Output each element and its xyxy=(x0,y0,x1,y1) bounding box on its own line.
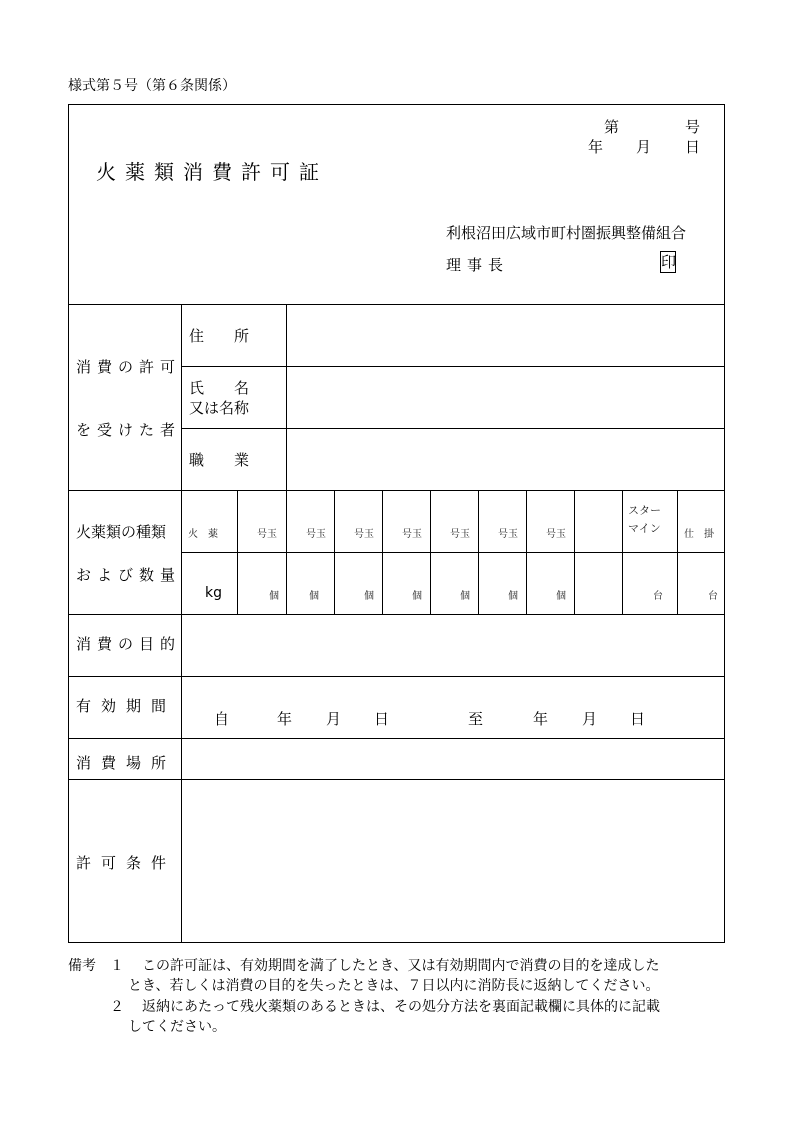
row-divider xyxy=(181,428,725,429)
period-to-day: 日 xyxy=(630,710,646,728)
explosive-unit-pieces: 個 xyxy=(412,591,422,602)
permit-number-dai: 第 xyxy=(604,118,620,136)
explosive-type-set-piece: 仕 掛 xyxy=(684,529,714,540)
explosive-type-starmine: スター マイン xyxy=(628,504,661,535)
document-title: 火薬類消費許可証 xyxy=(96,160,328,184)
sublabel-column-divider xyxy=(286,304,287,490)
explosive-unit-pieces: 個 xyxy=(309,591,319,602)
period-from-day: 日 xyxy=(374,710,390,728)
note-2-line1: 返納にあたって残火薬類のあるときは、その処分方法を裏面記載欄に具体的に記載 xyxy=(142,999,660,1015)
name-label-line1: 氏 名 xyxy=(189,379,250,397)
period-from-month: 月 xyxy=(326,710,342,728)
explosive-unit-kg: kg xyxy=(205,585,222,601)
explosive-column-divider xyxy=(237,490,238,614)
form-number-label: 様式第５号（第６条関係） xyxy=(68,78,236,94)
explosive-type-shell: 号玉 xyxy=(450,529,470,540)
notes-heading: 備考 xyxy=(68,958,96,974)
explosive-type-shell: 号玉 xyxy=(257,529,277,540)
period-from: 自 xyxy=(214,710,230,728)
period-from-year: 年 xyxy=(277,710,293,728)
validity-period-label: 有効期間 xyxy=(76,697,177,715)
row-divider xyxy=(68,304,725,305)
permit-conditions-label: 許可条件 xyxy=(76,854,177,872)
row-divider xyxy=(68,614,725,615)
explosive-column-divider xyxy=(286,490,287,614)
row-divider xyxy=(68,779,725,780)
explosive-unit-pieces: 個 xyxy=(364,591,374,602)
explosive-type-shell: 号玉 xyxy=(498,529,518,540)
explosives-section-label-2: および数量 xyxy=(76,566,182,584)
explosive-unit-units: 台 xyxy=(653,591,663,602)
row-divider xyxy=(68,738,725,739)
explosive-column-divider xyxy=(574,490,575,614)
explosive-type-shell: 号玉 xyxy=(402,529,422,540)
explosive-type-gunpowder: 火 薬 xyxy=(188,529,218,540)
explosive-type-shell: 号玉 xyxy=(546,529,566,540)
explosive-unit-pieces: 個 xyxy=(460,591,470,602)
explosive-column-divider xyxy=(622,490,623,614)
occupation-label: 職 業 xyxy=(189,451,250,469)
row-divider xyxy=(68,676,725,677)
explosive-unit-pieces: 個 xyxy=(269,591,279,602)
issue-date-year: 年 xyxy=(588,138,604,156)
explosive-type-shell: 号玉 xyxy=(306,529,326,540)
explosive-column-divider xyxy=(334,490,335,614)
row-divider xyxy=(181,366,725,367)
explosive-column-divider xyxy=(526,490,527,614)
explosive-type-shell: 号玉 xyxy=(354,529,374,540)
period-to: 至 xyxy=(468,710,484,728)
note-1-line2: とき、若しくは消費の目的を失ったときは、７日以内に消防長に返納してください。 xyxy=(128,978,660,994)
explosive-column-divider xyxy=(382,490,383,614)
note-2-line2: してください。 xyxy=(128,1019,226,1035)
explosive-unit-pieces: 個 xyxy=(556,591,566,602)
note-1-number: １ xyxy=(110,958,124,974)
permittee-section-label-1: 消費の許可 xyxy=(76,358,182,376)
name-label-line2: 又は名称 xyxy=(189,399,250,417)
explosive-column-divider xyxy=(677,490,678,614)
note-1-line1: この許可証は、有効期間を満了したとき、又は有効期間内で消費の目的を達成した xyxy=(142,958,660,974)
row-divider xyxy=(68,490,725,491)
issue-date-month: 月 xyxy=(636,138,652,156)
issuer-title: 理事長 xyxy=(446,256,510,274)
period-to-month: 月 xyxy=(582,710,598,728)
permit-number-go: 号 xyxy=(685,118,701,136)
consumption-place-label: 消費場所 xyxy=(76,754,177,772)
period-to-year: 年 xyxy=(533,710,549,728)
address-label: 住 所 xyxy=(189,327,250,345)
purpose-label: 消費の目的 xyxy=(76,635,182,653)
row-divider xyxy=(181,552,725,553)
issuer-organization: 利根沼田広域市町村圏振興整備組合 xyxy=(446,224,687,242)
explosives-section-label-1: 火薬類の種類 xyxy=(76,523,167,541)
label-column-divider xyxy=(181,304,182,943)
explosive-unit-pieces: 個 xyxy=(508,591,518,602)
permittee-section-label-2: を受けた者 xyxy=(76,421,182,439)
explosive-column-divider xyxy=(478,490,479,614)
note-2-number: ２ xyxy=(110,999,124,1015)
explosive-unit-units: 台 xyxy=(708,591,718,602)
explosive-column-divider xyxy=(430,490,431,614)
issue-date-day: 日 xyxy=(685,138,701,156)
seal-box: 印 xyxy=(661,253,677,271)
